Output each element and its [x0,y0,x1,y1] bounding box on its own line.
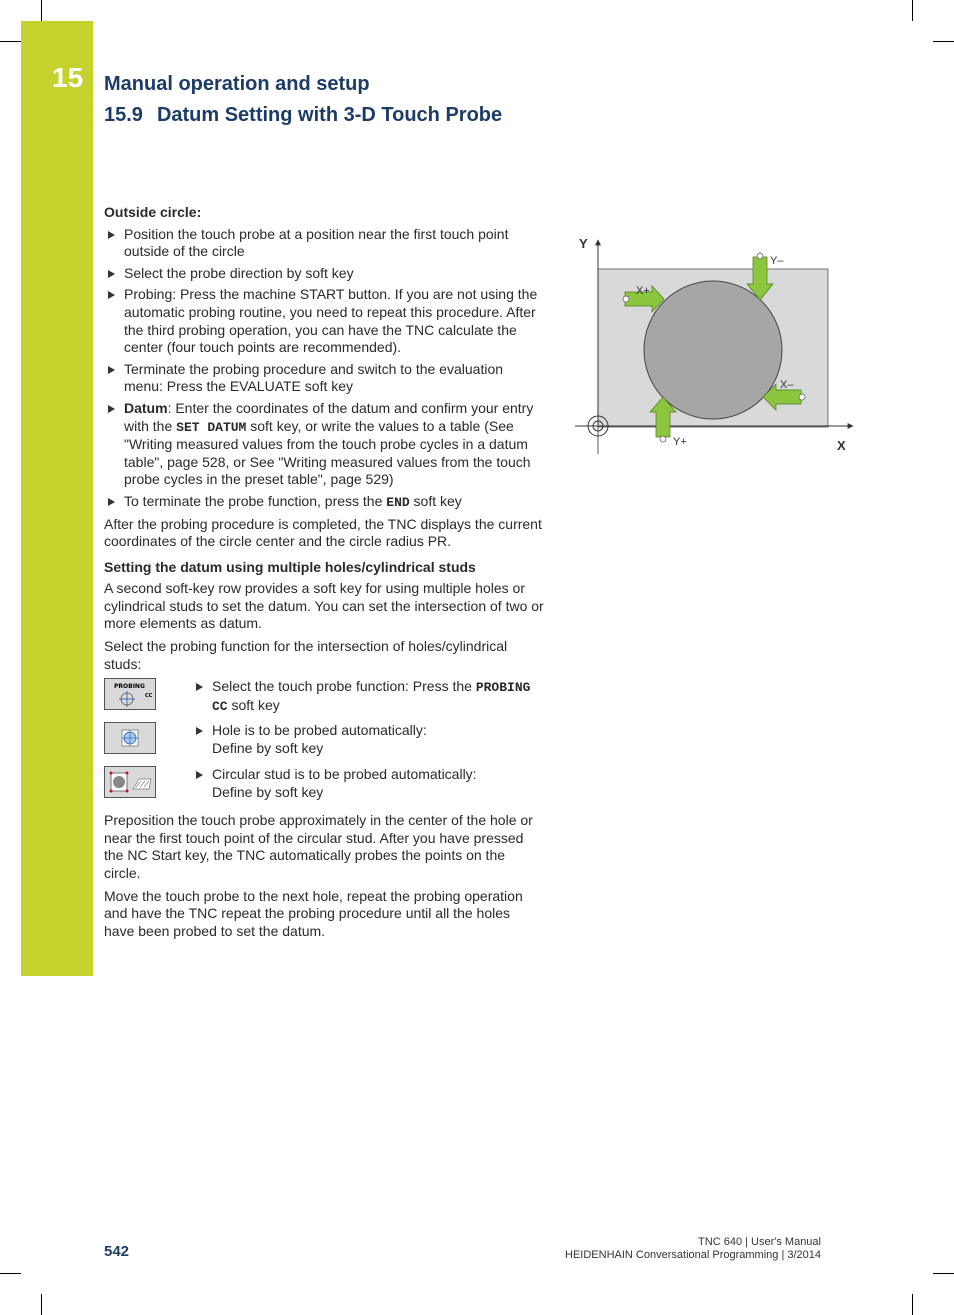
step-text: Terminate the probing procedure and switch to the evaluation menu: Press the EVALUATE soft key [124,360,504,395]
chapter-title: Manual operation and setup [104,73,370,95]
chapter-number: 15 [52,62,84,93]
step-text: Select the probe direction by soft key [124,264,354,281]
bullet-triangle-icon [108,291,115,299]
step-item [104,286,544,356]
softkey-row [104,678,544,722]
softkey-name: END [386,494,410,510]
step-text: Select the touch probe function: Press the [212,678,476,695]
crop-mark [912,0,913,21]
footer-line: TNC 640 | User's Manual [698,1236,821,1248]
step-keyword: Datum [124,399,168,416]
xplus-label: X+ [636,285,650,297]
hole-probe-icon [105,723,155,753]
yplus-label: Y+ [673,436,687,448]
main-content [104,204,544,945]
bullet-triangle-icon [196,683,203,691]
axis-y-label: Y [579,236,588,251]
stud-probe-icon [105,767,155,797]
paragraph: A second soft-key row provides a soft key for using multiple holes or cylindrical studs to set the datum. You can set the intersection of two or more elements as datum. [104,580,544,632]
step-text: Circular stud is to be probed automatically: [212,766,477,783]
softkey-label: PROBING [114,683,145,691]
bullet-triangle-icon [108,405,115,413]
step-item [192,766,542,801]
step-text: To terminate the probe function, press the [124,492,387,509]
section-title-text: Datum Setting with 3-D Touch Probe [156,104,503,126]
step-text: : Enter the coordinates of the datum and confirm your entry with the [124,399,534,434]
step-text: soft key, or write the values to a table (See "Writing measured values from the touch probe cycles in a datum table", page 528, or See "Writing measured values from the touch probe cycles in the preset table", page 529) [124,417,531,488]
xminus-label: X– [780,379,794,391]
outside-circle-heading: Outside circle: [104,204,202,220]
paragraph: Preposition the touch probe approximately in the center of the hole or near the first touch point of the circular stud. After you have pressed the NC Start key, the TNC automatically probes the points on the circle. [104,812,533,882]
stud-probe-softkey[interactable] [104,766,156,798]
step-text: Probing: Press the machine START button. If you are not using the automatic probing routine, you need to repeat this procedure. After the third probing operation, you can have the TNC calculate the center (four touch points are recommended). [124,286,538,356]
circle-workpiece [644,281,782,419]
footer-line: HEIDENHAIN Conversational Programming | 3/2014 [565,1249,821,1261]
bullet-triangle-icon [108,270,115,278]
step-text: Define by soft key [212,739,324,756]
crop-mark [41,0,42,21]
step-text: Position the touch probe at a position near the first touch point outside of the circle [124,225,509,260]
page-number: 542 [104,1243,130,1260]
bullet-triangle-icon [196,771,203,779]
softkey-description [192,766,542,801]
axis-x-label: X [837,438,846,453]
softkey-name: PROBING CC [212,680,531,714]
bullet-triangle-icon [108,366,115,374]
section-number: 15.9 [104,104,143,126]
step-item [192,678,542,715]
crop-mark [933,41,954,42]
bullet-triangle-icon [196,727,203,735]
softkey-row [104,722,544,766]
outside-circle-figure [570,232,855,457]
paragraph: After the probing procedure is completed, the TNC displays the current coordinates of the circle center and the circle radius PR. [104,515,542,550]
crop-mark [933,1273,954,1274]
crop-mark [912,1294,913,1315]
step-item [104,400,544,489]
step-item [192,722,542,757]
bullet-triangle-icon [108,498,115,506]
step-text: Define by soft key [212,783,324,800]
hole-probe-softkey[interactable] [104,722,156,754]
step-text: soft key [227,696,280,713]
step-text: soft key [409,492,462,509]
multiple-holes-heading: Setting the datum using multiple holes/cylindrical studs [104,558,476,575]
crop-mark [0,1273,21,1274]
step-item [104,265,544,283]
step-text: Hole is to be probed automatically: [212,722,427,739]
step-item [104,226,544,261]
paragraph: Select the probing function for the intersection of holes/cylindrical studs: [104,638,508,672]
bullet-triangle-icon [108,231,115,239]
paragraph: Move the touch probe to the next hole, repeat the probing operation and have the TNC repeat the probing procedure until all the holes have been probed to set the datum. [104,887,523,939]
yminus-label: Y– [770,255,784,267]
step-item [104,361,544,396]
section-title [104,104,502,127]
softkey-name: SET DATUM [176,419,247,435]
probe-diagram [570,232,855,457]
crop-mark [0,41,21,42]
probing-cc-icon [105,679,155,709]
softkey-description [192,678,542,715]
footer-info [565,1236,821,1262]
softkey-label: CC [145,693,153,700]
softkey-description [192,722,542,757]
chapter-side-band [21,21,93,976]
step-item [104,493,544,512]
probing-cc-softkey[interactable] [104,678,156,710]
crop-mark [41,1294,42,1315]
softkey-row [104,766,544,812]
